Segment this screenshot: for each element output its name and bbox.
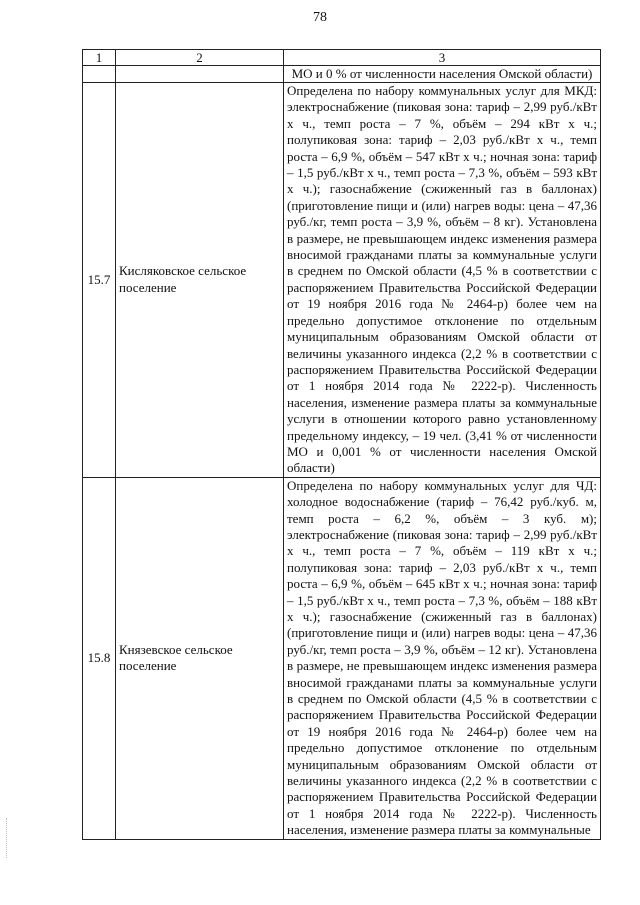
page-number: 78: [313, 10, 327, 25]
table-row: [83, 477, 601, 839]
municipality-name: Кисляковское сельское поселение: [116, 83, 284, 478]
row-description: Определена по набору коммунальных услуг для МКД: электроснабжение (пиковая зона: тариф – 2,99 руб./кВт х ч., темп роста – 7 %, объём – 294 кВт х ч.; полупиковая зона: тариф – 2,03 руб./кВт х ч., темп роста – 6,9 %, объём – 547 кВт х ч.; ночная зона: тариф – 1,5 руб./кВт х ч., темп роста – 7,3 %, объём – 593 кВт х ч.); газоснабжение (сжиженный газ в баллонах) (приготовление пищи и (или) нагрев воды: цена – 47,36 руб./кг, темп роста – 3,9 %, объём – 8 кг). Установлена в размере, не превышающем индекс изменения размера вносимой гражданами платы за коммунальные услуги в среднем по Омской области (4,5 % в соответствии с распоряжением Правительства Российской Федерации от 19 ноября 2016 года № 2464-р) более чем на предельно допустимое отклонение по отдельным муниципальным образованиям Омской области от величины указанного индекса (2,2 % в соответствии с распоряжением Правительства Российской Федерации от 1 ноября 2014 года № 2222-р). Численность населения, изменение размера платы за коммунальные услуги в отношении которого равно установленному предельному индексу, – 19 чел. (3,41 % от численности МО и 0,001 % от численности населения Омской области): [284, 83, 601, 478]
continuation-row: [83, 66, 601, 83]
margin-mark: [6, 818, 9, 858]
data-table: [82, 49, 601, 840]
municipality-name: Князевское сельское поселение: [116, 477, 284, 839]
column-header-1: 1: [83, 50, 116, 66]
column-header-3: 3: [284, 50, 601, 66]
row-number: 15.7: [83, 83, 116, 478]
table-row: [83, 83, 601, 478]
row-description: Определена по набору коммунальных услуг для ЧД: холодное водоснабжение (тариф – 76,42 руб./куб. м, темп роста – 6,2 %, объём – 3 куб. м); электроснабжение (пиковая зона: тариф – 2,99 руб./кВт х ч., темп роста – 7 %, объём – 119 кВт х ч.; полупиковая зона: тариф – 2,03 руб./кВт х ч., темп роста – 6,9 %, объём – 645 кВт х ч.; ночная зона: тариф – 1,5 руб./кВт х ч., темп роста – 7,3 %, объём – 188 кВт х ч.); газоснабжение (сжиженный газ в баллонах) (приготовление пищи и (или) нагрев воды: цена – 47,36 руб./кг, темп роста – 3,9 %, объём – 12 кг). Установлена в размере, не превышающем индекс изменения размера вносимой гражданами платы за коммунальные услуги в среднем по Омской области (4,5 % в соответствии с распоряжением Правительства Российской Федерации от 19 ноября 2016 года № 2464-р) более чем на предельно допустимое отклонение по отдельным муниципальным образованиям Омской области от величины указанного индекса (2,2 % в соответствии с распоряжением Правительства Российской Федерации от 1 ноября 2014 года № 2222-р). Численность населения, изменение размера платы за коммунальные: [284, 477, 601, 839]
table-header-row: [83, 50, 601, 66]
continuation-text: МО и 0 % от численности населения Омской области): [284, 66, 601, 83]
row-number: 15.8: [83, 477, 116, 839]
column-header-2: 2: [116, 50, 284, 66]
